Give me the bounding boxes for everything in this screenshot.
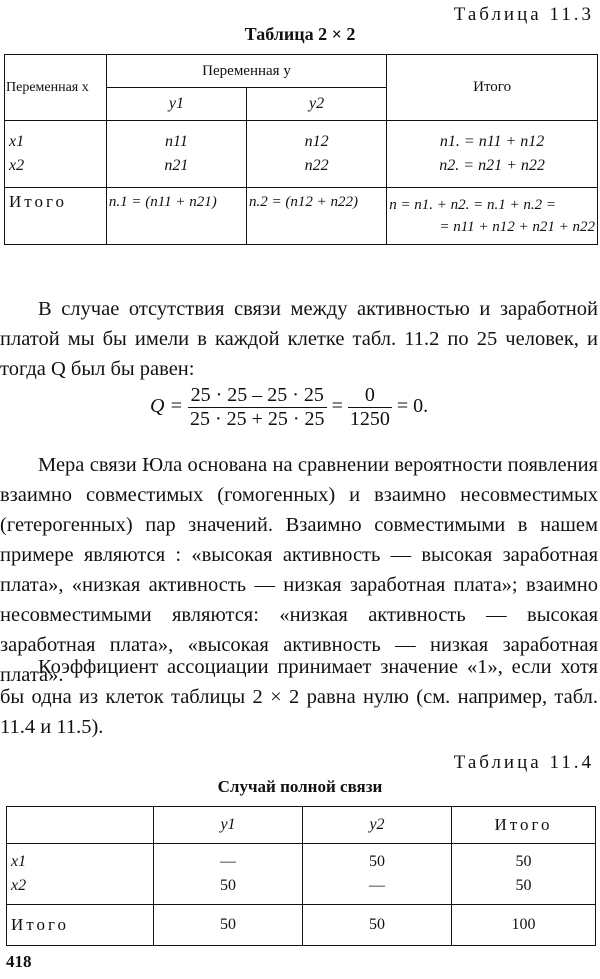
t2-cell-x1-y1: — — [220, 853, 236, 870]
paragraph-association-coef — [0, 652, 598, 742]
full-relation-table — [6, 806, 596, 946]
t2-row-label-x2: x2 — [11, 877, 27, 894]
header-y2: y2 — [247, 88, 387, 121]
header-y1: y1 — [106, 88, 246, 121]
t2-cell-x2-total: 50 — [515, 877, 532, 894]
cells-y2 — [247, 121, 387, 188]
t2-total-y2: 50 — [303, 905, 452, 946]
paragraph-2-text: Мера связи Юла основана на сравнении вероятности появления взаимно совместимых (гомогенных) и взаимно несовместимых (гетерогенных) пар значений. Взаимно совместимыми в нашем примере являются : «высокая активность — высокая заработная плата», «низкая активность — низкая заработная плата»; взаимно несовместимыми являются: «низкая активность — высокая заработная плата», «высокая активность — низкая заработная плата». — [0, 454, 598, 686]
formula-fraction-1 — [188, 384, 327, 431]
formula-lhs: Q = — [150, 395, 183, 418]
t2-row-labels — [7, 844, 154, 905]
total-row-label: Итого — [5, 188, 107, 245]
table2-caption: Случай полной связи — [217, 777, 383, 796]
row-totals — [387, 121, 598, 188]
formula-num-1: 25 · 25 – 25 · 25 — [188, 384, 327, 408]
cell-n22: n22 — [304, 157, 329, 174]
formula-num-2: 0 — [348, 384, 392, 408]
page-number: 418 — [6, 952, 32, 971]
grand-total-line1: n = n1. + n2. = n.1 + n.2 = — [389, 197, 557, 213]
t2-col-y2 — [303, 844, 452, 905]
formula-q — [150, 384, 428, 431]
formula-den-2: 1250 — [349, 408, 390, 430]
table-caption: Таблица 2 × 2 — [244, 24, 356, 44]
paragraph-1-text: В случае отсутствия связи между активностью и заработной платой мы бы имели в каждой клетке табл. 11.2 по 25 человек, и тогда Q был бы равен: — [0, 298, 598, 380]
t2-header-y1: y1 — [154, 807, 303, 844]
header-var-y: Переменная y — [106, 55, 386, 88]
col1-total: n.1 = (n11 + n21) — [106, 188, 246, 245]
table-number: Таблица 11.3 — [453, 4, 594, 25]
t2-cell-x1-total: 50 — [515, 853, 532, 870]
row-labels-x — [5, 121, 107, 188]
formula-result: = 0. — [396, 395, 429, 418]
t2-cell-x1-y2: 50 — [369, 853, 385, 870]
grand-total-line2: = n11 + n12 + n21 + n22 — [439, 219, 595, 235]
t2-row-label-x1: x1 — [11, 853, 27, 870]
t2-grand-total: 100 — [452, 905, 596, 946]
t2-header-empty — [7, 807, 154, 844]
t2-header-total: Итого — [452, 807, 596, 844]
grand-total — [387, 188, 598, 245]
formula-fraction-2 — [348, 384, 392, 431]
t2-header-y2: y2 — [303, 807, 452, 844]
cell-n11: n11 — [165, 133, 188, 150]
header-var-x: Переменная x — [5, 55, 107, 121]
cell-n12: n12 — [304, 133, 329, 150]
formula-den-1: 25 · 25 + 25 · 25 — [189, 408, 325, 430]
paragraph-3-text: Коэффициент ассоциации принимает значение «1», если хотя бы одна из клеток таблицы 2 × 2 равна нулю (см. например, табл. 11.4 и 11.5). — [0, 656, 598, 738]
row-label-x2: x2 — [9, 157, 25, 174]
t2-total-y1: 50 — [154, 905, 303, 946]
cells-y1 — [106, 121, 246, 188]
row-label-x1: x1 — [9, 133, 25, 150]
t2-col-y1 — [154, 844, 303, 905]
contingency-table-2x2 — [4, 54, 598, 245]
t2-cell-x2-y2: — — [369, 877, 385, 894]
col2-total: n.2 = (n12 + n22) — [247, 188, 387, 245]
t2-col-total — [452, 844, 596, 905]
row1-total: n1. = n11 + n12 — [439, 133, 545, 150]
cell-n21: n21 — [164, 157, 189, 174]
t2-total-label: Итого — [7, 905, 154, 946]
paragraph-no-relation — [0, 294, 598, 384]
formula-eq: = — [331, 395, 343, 418]
t2-cell-x2-y1: 50 — [220, 877, 236, 894]
row2-total: n2. = n21 + n22 — [439, 157, 545, 174]
header-total: Итого — [387, 55, 598, 121]
table2-number: Таблица 11.4 — [453, 752, 594, 773]
